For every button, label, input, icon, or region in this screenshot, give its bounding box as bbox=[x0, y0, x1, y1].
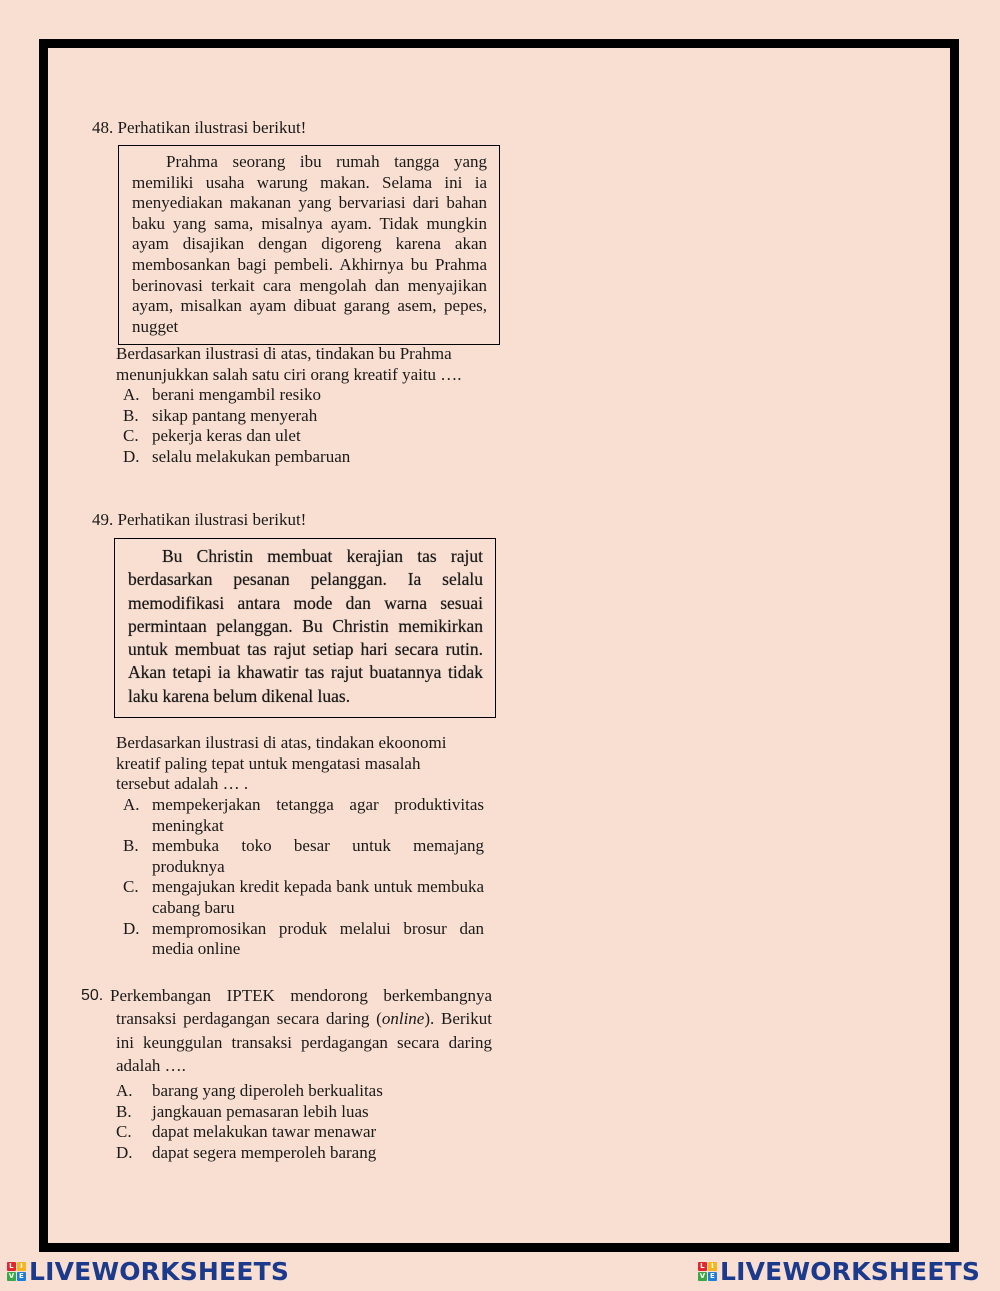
q50-option-b[interactable]: B. jangkauan pemasaran lebih luas bbox=[116, 1101, 369, 1121]
q48-illustration-box bbox=[118, 145, 500, 345]
q48-intro: Perhatikan ilustrasi berikut! bbox=[117, 118, 307, 137]
q50-option-c[interactable]: C. dapat melakukan tawar menawar bbox=[116, 1122, 377, 1142]
q48-option-c[interactable]: C. pekerja keras dan ulet bbox=[123, 426, 301, 446]
q48-question: Berdasarkan ilustrasi di atas, tindakan bu Prahma menunjukkan salah satu ciri orang kreatif yaitu …. bbox=[116, 344, 462, 384]
q48-heading bbox=[92, 118, 306, 138]
q49-heading bbox=[92, 510, 306, 530]
q50-question: Perkembangan IPTEK mendorong berkembangnya transaksi perdagangan secara daring (online). Berikut ini keunggulan transaksi perdagangan secara daring adalah …. bbox=[110, 986, 492, 1075]
q49-option-b[interactable]: B. membuka toko besar untuk memajang produknya bbox=[123, 836, 484, 876]
q49-number: 49. bbox=[92, 510, 114, 529]
liveworksheets-logo-right bbox=[698, 1256, 980, 1286]
q48-option-a[interactable]: A. berani mengambil resiko bbox=[123, 385, 322, 404]
liveworksheets-mark-icon: L I V E bbox=[698, 1262, 717, 1281]
q50-option-a[interactable]: A. barang yang diperoleh berkualitas bbox=[116, 1081, 383, 1100]
q49-illustration-text: Bu Christin membuat kerajian tas rajut berdasarkan pesanan pelanggan. Ia selalu memodifikasi antara mode dan warna sesuai permintaan pelanggan. Bu Christin memikirkan untuk membuat tas rajut setiap hari secara rutin. Akan tetapi ia khawatir tas rajut buatannya tidak laku karena belum dikenal luas. bbox=[128, 546, 483, 706]
q49-option-d[interactable]: D. mempromosikan produk melalui brosur dan media online bbox=[123, 918, 484, 959]
q48-options bbox=[116, 385, 488, 467]
q48-option-b[interactable]: B. sikap pantang menyerah bbox=[123, 405, 318, 425]
q49-options bbox=[116, 795, 484, 960]
q49-option-c[interactable]: C. mengajukan kredit kepada bank untuk membuka cabang baru bbox=[123, 877, 484, 917]
q49-question: Berdasarkan ilustrasi di atas, tindakan ekoonomi kreatif paling tepat untuk mengatasi masalah tersebut adalah … . bbox=[116, 733, 447, 793]
q48-option-d[interactable]: D. selalu melakukan pembaruan bbox=[123, 446, 351, 466]
q50-number: 50. bbox=[81, 987, 104, 1004]
q49-intro: Perhatikan ilustrasi berikut! bbox=[117, 510, 307, 529]
q49-illustration-box bbox=[114, 538, 496, 718]
q50-option-d[interactable]: D. dapat segera memperoleh barang bbox=[116, 1142, 377, 1162]
q49-option-a[interactable]: A. mempekerjakan tetangga agar produktivitas meningkat bbox=[123, 795, 484, 835]
q48-illustration-text: Prahma seorang ibu rumah tangga yang memiliki usaha warung makan. Selama ini ia menyediakan makanan yang bervariasi dari bahan baku yang sama, misalnya ayam. Tidak mungkin ayam disajikan dengan digoreng karena akan membosankan bagi pembeli. Akhirnya bu Prahma berinovasi terkait cara mengolah dan menyajikan ayam, misalkan ayam dibuat garang asem, pepes, nugget bbox=[132, 152, 487, 336]
q48-number: 48. bbox=[92, 118, 114, 137]
liveworksheets-mark-icon: L I V E bbox=[7, 1262, 26, 1281]
liveworksheets-wordmark: LIVEWORKSHEETS bbox=[720, 1256, 981, 1286]
liveworksheets-wordmark: LIVEWORKSHEETS bbox=[29, 1256, 290, 1286]
q50-options bbox=[116, 1081, 488, 1163]
liveworksheets-logo-left bbox=[7, 1256, 289, 1286]
